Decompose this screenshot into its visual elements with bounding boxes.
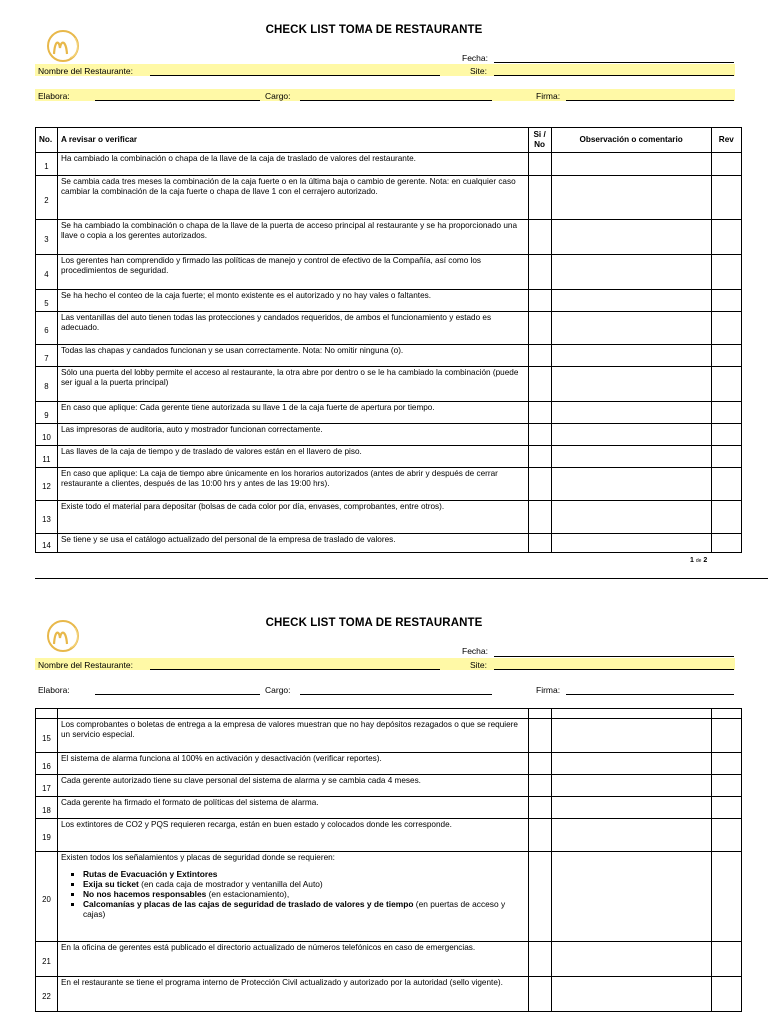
empty-cell — [551, 709, 711, 719]
empty-cell — [711, 709, 741, 719]
row-number-text: 13 — [42, 515, 51, 524]
row-item-text — [57, 775, 528, 797]
si-no-cell[interactable] — [528, 424, 551, 446]
row-item-text — [57, 942, 528, 977]
row-number-text: 3 — [44, 235, 49, 244]
restaurant-name-field[interactable] — [150, 75, 440, 76]
si-no-cell[interactable] — [528, 501, 551, 534]
row-item-description: Los gerentes han comprendido y firmado las políticas de manejo y control de efectivo de la Compañía, así como los procedimientos de seguridad. — [60, 256, 482, 275]
signage-list — [83, 869, 525, 919]
observacion-cell[interactable] — [551, 468, 711, 501]
si-no-cell[interactable] — [528, 402, 551, 424]
rev-cell[interactable] — [711, 424, 741, 446]
elabora-label: Elabora: — [38, 91, 70, 101]
list-item-bold: No nos hacemos responsables — [82, 889, 207, 899]
row-number-text: 20 — [42, 894, 51, 904]
row-item-text — [57, 255, 528, 290]
table-row — [36, 312, 742, 345]
row-number — [36, 942, 58, 977]
row-item-text — [57, 153, 528, 176]
table-row — [36, 255, 742, 290]
table-row — [36, 446, 742, 468]
firma-field[interactable] — [566, 694, 734, 695]
restaurant-name-label: Nombre del Restaurante: — [38, 660, 133, 670]
row-item-description: En la oficina de gerentes está publicado el directorio actualizado de números telefónicos en caso de emergencias. — [60, 943, 476, 952]
row-item-description: Los comprobantes o boletas de entrega a la empresa de valores muestran que no hay depósitos rezagados o que se requiere un servicio especial. — [60, 720, 518, 739]
row-item-text — [57, 367, 528, 402]
row-number — [36, 153, 58, 176]
row-item-description: Cada gerente ha firmado el formato de políticas del sistema de alarma. — [60, 798, 319, 807]
table-row — [36, 424, 742, 446]
restaurant-name-field[interactable] — [150, 669, 440, 670]
row-item-text — [57, 534, 528, 553]
rev-cell[interactable] — [711, 942, 741, 977]
observacion-cell[interactable] — [551, 446, 711, 468]
cargo-label: Cargo: — [265, 91, 291, 101]
page-number-current: 1 — [690, 557, 694, 564]
list-item-normal: (en cada caja de mostrador y ventanilla del Auto) — [138, 879, 323, 889]
rev-cell[interactable] — [711, 176, 741, 220]
page-separator — [35, 578, 768, 579]
site-field[interactable] — [494, 669, 734, 670]
table-row — [36, 977, 742, 1012]
rev-cell[interactable] — [711, 977, 741, 1012]
list-item-bold: Exija su ticket — [82, 879, 139, 889]
row-item-description: El sistema de alarma funciona al 100% en activación y desactivación (verificar reportes). — [60, 754, 382, 763]
si-no-cell[interactable] — [528, 176, 551, 220]
si-no-cell[interactable] — [528, 534, 551, 553]
page-number-de: de — [695, 558, 702, 564]
row-number — [36, 977, 58, 1012]
observacion-cell[interactable] — [551, 852, 711, 942]
list-item — [83, 879, 525, 889]
si-no-cell[interactable] — [528, 290, 551, 312]
header-no: No. — [36, 128, 58, 153]
row-number-text: 21 — [42, 957, 51, 966]
rev-cell[interactable] — [711, 345, 741, 367]
row-number — [36, 501, 58, 534]
table-row — [36, 176, 742, 220]
row-item-description: Todas las chapas y candados funcionan y se usan correctamente. Nota: No omitir ninguna (o). — [60, 346, 404, 355]
row-item-text — [57, 424, 528, 446]
row-item-text — [57, 345, 528, 367]
row-number — [36, 753, 58, 775]
row-item-description: Cada gerente autorizado tiene su clave personal del sistema de alarma y se cambia cada 4 meses. — [60, 776, 421, 785]
header-rev: Rev — [711, 128, 741, 153]
table-row — [36, 220, 742, 255]
row-number — [36, 468, 58, 501]
row-number — [36, 424, 58, 446]
row-number — [36, 852, 58, 942]
table-header-row — [36, 128, 742, 153]
row-item-description: Se ha hecho el conteo de la caja fuerte; el monto existente es el autorizado y no hay vales o faltantes. — [60, 291, 431, 300]
row-number-text: 15 — [42, 733, 51, 743]
observacion-cell[interactable] — [551, 775, 711, 797]
table-row — [36, 775, 742, 797]
row-number — [36, 819, 58, 852]
observacion-cell[interactable] — [551, 534, 711, 553]
checklist-table-page-2 — [35, 708, 742, 1012]
row-item-text — [57, 819, 528, 852]
header-observacion: Observación o comentario — [551, 128, 711, 153]
row-item-text — [57, 468, 528, 501]
row-number — [36, 220, 58, 255]
row-item-text — [57, 402, 528, 424]
si-no-cell[interactable] — [528, 367, 551, 402]
observacion-cell[interactable] — [551, 719, 711, 753]
row-number — [36, 446, 58, 468]
row-number-text: 5 — [44, 298, 49, 308]
rev-cell[interactable] — [711, 220, 741, 255]
row-number-text: 22 — [42, 992, 51, 1001]
rev-cell[interactable] — [711, 534, 741, 553]
observacion-cell[interactable] — [551, 176, 711, 220]
list-item-normal: (en puertas de acceso y cajas) — [82, 899, 506, 919]
row-number-text: 12 — [42, 482, 51, 491]
row-number-text: 10 — [42, 432, 51, 442]
cargo-field[interactable] — [300, 100, 492, 101]
row-item-text — [57, 501, 528, 534]
row-item-description: Existen todos los señalamientos y placas de seguridad donde se requieren: — [60, 853, 335, 862]
rev-cell[interactable] — [711, 775, 741, 797]
table-row — [36, 153, 742, 176]
restaurant-name-label: Nombre del Restaurante: — [38, 66, 133, 76]
si-no-cell[interactable] — [528, 977, 551, 1012]
site-label: Site: — [470, 66, 488, 76]
rev-cell[interactable] — [711, 367, 741, 402]
header-si-no — [528, 128, 551, 153]
table-row — [36, 819, 742, 852]
rev-cell[interactable] — [711, 312, 741, 345]
row-item-description: En caso que aplique: La caja de tiempo abre únicamente en los horarios autorizados (antes de abrir y después de cerrar restaurante a clientes, después de las 10:00 hrs y antes de las 19:00 hrs). — [60, 469, 498, 488]
row-item-description: Las ventanillas del auto tienen todas las protecciones y candados requeridos, de ambos el funcionamiento y estado es adecuado. — [60, 313, 492, 332]
row-number-text: 14 — [42, 541, 51, 550]
si-no-cell[interactable] — [528, 797, 551, 819]
firma-field[interactable] — [566, 100, 734, 101]
row-number-text: 6 — [44, 326, 49, 335]
row-number — [36, 797, 58, 819]
table-row — [36, 719, 742, 753]
table-row — [36, 501, 742, 534]
si-no-cell[interactable] — [528, 312, 551, 345]
rev-cell[interactable] — [711, 402, 741, 424]
row-item-description: En caso que aplique: Cada gerente tiene autorizada su llave 1 de la caja fuerte de apertura por tiempo. — [60, 403, 435, 412]
rev-cell[interactable] — [711, 446, 741, 468]
table-row — [36, 534, 742, 553]
table-row — [36, 468, 742, 501]
observacion-cell[interactable] — [551, 819, 711, 852]
row-item-text — [57, 977, 528, 1012]
row-item-description: Las impresoras de auditoria, auto y mostrador funcionan correctamente. — [60, 425, 323, 434]
si-no-cell[interactable] — [528, 255, 551, 290]
row-number — [36, 290, 58, 312]
row-item-text — [57, 719, 528, 753]
si-no-cell[interactable] — [528, 819, 551, 852]
si-no-cell[interactable] — [528, 153, 551, 176]
page-number — [690, 557, 707, 564]
row-number — [36, 534, 58, 553]
observacion-cell[interactable] — [551, 753, 711, 775]
firma-label: Firma: — [536, 685, 561, 695]
si-no-cell[interactable] — [528, 220, 551, 255]
row-item-description: Existe todo el material para depositar (bolsas de cada color por día, envases, comprobantes, entre otros). — [60, 502, 445, 511]
row-item-text — [57, 753, 528, 775]
si-no-cell[interactable] — [528, 345, 551, 367]
row-number-text: 11 — [42, 454, 51, 464]
row-number — [36, 312, 58, 345]
observacion-cell[interactable] — [551, 290, 711, 312]
observacion-cell[interactable] — [551, 220, 711, 255]
row-number-text: 16 — [42, 761, 51, 771]
rev-cell[interactable] — [711, 819, 741, 852]
row-number — [36, 345, 58, 367]
row-item-description: En el restaurante se tiene el programa interno de Protección Civil actualizado y autorizado por la autoridad (sello vigente). — [60, 978, 503, 987]
page-title: CHECK LIST TOMA DE RESTAURANTE — [265, 617, 483, 629]
list-item — [83, 889, 525, 899]
row-item-description: Se cambia cada tres meses la combinación de la caja fuerte o en la última baja o cambio de gerente. Nota: en cualquier caso cambiar la combinación de la caja fuerte o chapa de llave 1 con el cerrajero autorizado. — [60, 177, 516, 196]
row-number — [36, 775, 58, 797]
rev-cell[interactable] — [711, 290, 741, 312]
header-no-2: No — [534, 140, 546, 149]
row-number-text: 7 — [44, 353, 49, 363]
elabora-field[interactable] — [95, 694, 260, 695]
si-no-cell[interactable] — [528, 775, 551, 797]
row-number-text: 17 — [42, 783, 51, 793]
observacion-cell[interactable] — [551, 942, 711, 977]
header-si: Si / — [533, 130, 546, 139]
row-number-text: 1 — [44, 162, 49, 171]
observacion-cell[interactable] — [551, 402, 711, 424]
observacion-cell[interactable] — [551, 424, 711, 446]
observacion-cell[interactable] — [551, 153, 711, 176]
row-item-description: Se tiene y se usa el catálogo actualizado del personal de la empresa de traslado de valores. — [60, 535, 396, 544]
row-item-text — [57, 797, 528, 819]
row-number-text: 8 — [44, 382, 49, 391]
si-no-cell[interactable] — [528, 852, 551, 942]
row-number — [36, 402, 58, 424]
rev-cell[interactable] — [711, 852, 741, 942]
si-no-cell[interactable] — [528, 468, 551, 501]
table-row — [36, 797, 742, 819]
table-header-row-empty — [36, 709, 742, 719]
empty-cell — [528, 709, 551, 719]
row-item-description: Las llaves de la caja de tiempo y de traslado de valores están en el llavero de piso. — [60, 447, 362, 456]
observacion-cell[interactable] — [551, 345, 711, 367]
rev-cell[interactable] — [711, 153, 741, 176]
cargo-label: Cargo: — [265, 685, 291, 695]
observacion-cell[interactable] — [551, 255, 711, 290]
row-number-text: 4 — [44, 270, 49, 279]
table-row — [36, 345, 742, 367]
table-row — [36, 290, 742, 312]
row-item-description: Se ha cambiado la combinación o chapa de la llave de la puerta de acceso principal al restaurante y se ha proporcionado una llave o copia a los gerentes autorizados. — [60, 221, 518, 240]
row-number — [36, 367, 58, 402]
checklist-table-page-1 — [35, 127, 742, 553]
table-row — [36, 402, 742, 424]
elabora-label: Elabora: — [38, 685, 70, 695]
row-number-text: 2 — [44, 195, 49, 205]
rev-cell[interactable] — [711, 501, 741, 534]
fecha-field[interactable] — [494, 656, 734, 657]
rev-cell[interactable] — [711, 797, 741, 819]
row-item-text — [57, 852, 528, 942]
si-no-cell[interactable] — [528, 753, 551, 775]
row-number — [36, 255, 58, 290]
elabora-field[interactable] — [95, 100, 260, 101]
row-number — [36, 719, 58, 753]
observacion-cell[interactable] — [551, 312, 711, 345]
fecha-label: Fecha: — [462, 53, 488, 63]
row-item-text — [57, 446, 528, 468]
row-item-text — [57, 290, 528, 312]
list-item — [83, 869, 525, 879]
rev-cell[interactable] — [711, 468, 741, 501]
row-item-text — [57, 312, 528, 345]
row-number — [36, 176, 58, 220]
page-number-total: 2 — [703, 557, 708, 564]
table-row — [36, 942, 742, 977]
table-row — [36, 753, 742, 775]
observacion-cell[interactable] — [551, 977, 711, 1012]
table-row — [36, 852, 742, 942]
row-item-text — [57, 176, 528, 220]
list-item — [83, 899, 525, 919]
cargo-field[interactable] — [300, 694, 492, 695]
empty-cell — [36, 709, 58, 719]
observacion-cell[interactable] — [551, 501, 711, 534]
row-number-text: 19 — [42, 833, 51, 842]
site-label: Site: — [470, 660, 488, 670]
rev-cell[interactable] — [711, 719, 741, 753]
rev-cell[interactable] — [711, 753, 741, 775]
row-item-description: Los extintores de CO2 y PQS requieren recarga, están en buen estado y colocados donde les corresponde. — [60, 820, 452, 829]
fecha-field[interactable] — [494, 62, 734, 63]
header-item: A revisar o verificar — [57, 128, 528, 153]
si-no-cell[interactable] — [528, 446, 551, 468]
table-row — [36, 367, 742, 402]
fecha-label: Fecha: — [462, 646, 488, 656]
list-item-bold: Rutas de Evacuación y Extintores — [82, 869, 218, 879]
observacion-cell[interactable] — [551, 367, 711, 402]
row-number-text: 9 — [44, 410, 49, 420]
empty-cell — [57, 709, 528, 719]
firma-label: Firma: — [536, 91, 561, 101]
rev-cell[interactable] — [711, 255, 741, 290]
row-item-description: Ha cambiado la combinación o chapa de la llave de la caja de traslado de valores del restaurante. — [60, 154, 416, 163]
list-item-bold: Calcomanías y placas de las cajas de seguridad de traslado de valores y de tiempo — [82, 899, 414, 909]
row-item-description: Sólo una puerta del lobby permite el acceso al restaurante, la otra abre por dentro o se le ha cambiado la combinación (puede ser igual a la puerta principal) — [60, 368, 519, 387]
page-title: CHECK LIST TOMA DE RESTAURANTE — [265, 24, 483, 36]
row-number-text: 18 — [42, 805, 51, 815]
si-no-cell[interactable] — [528, 942, 551, 977]
site-field[interactable] — [494, 75, 734, 76]
si-no-cell[interactable] — [528, 719, 551, 753]
observacion-cell[interactable] — [551, 797, 711, 819]
list-item-normal: (en estacionamiento), — [206, 889, 290, 899]
row-item-text — [57, 220, 528, 255]
